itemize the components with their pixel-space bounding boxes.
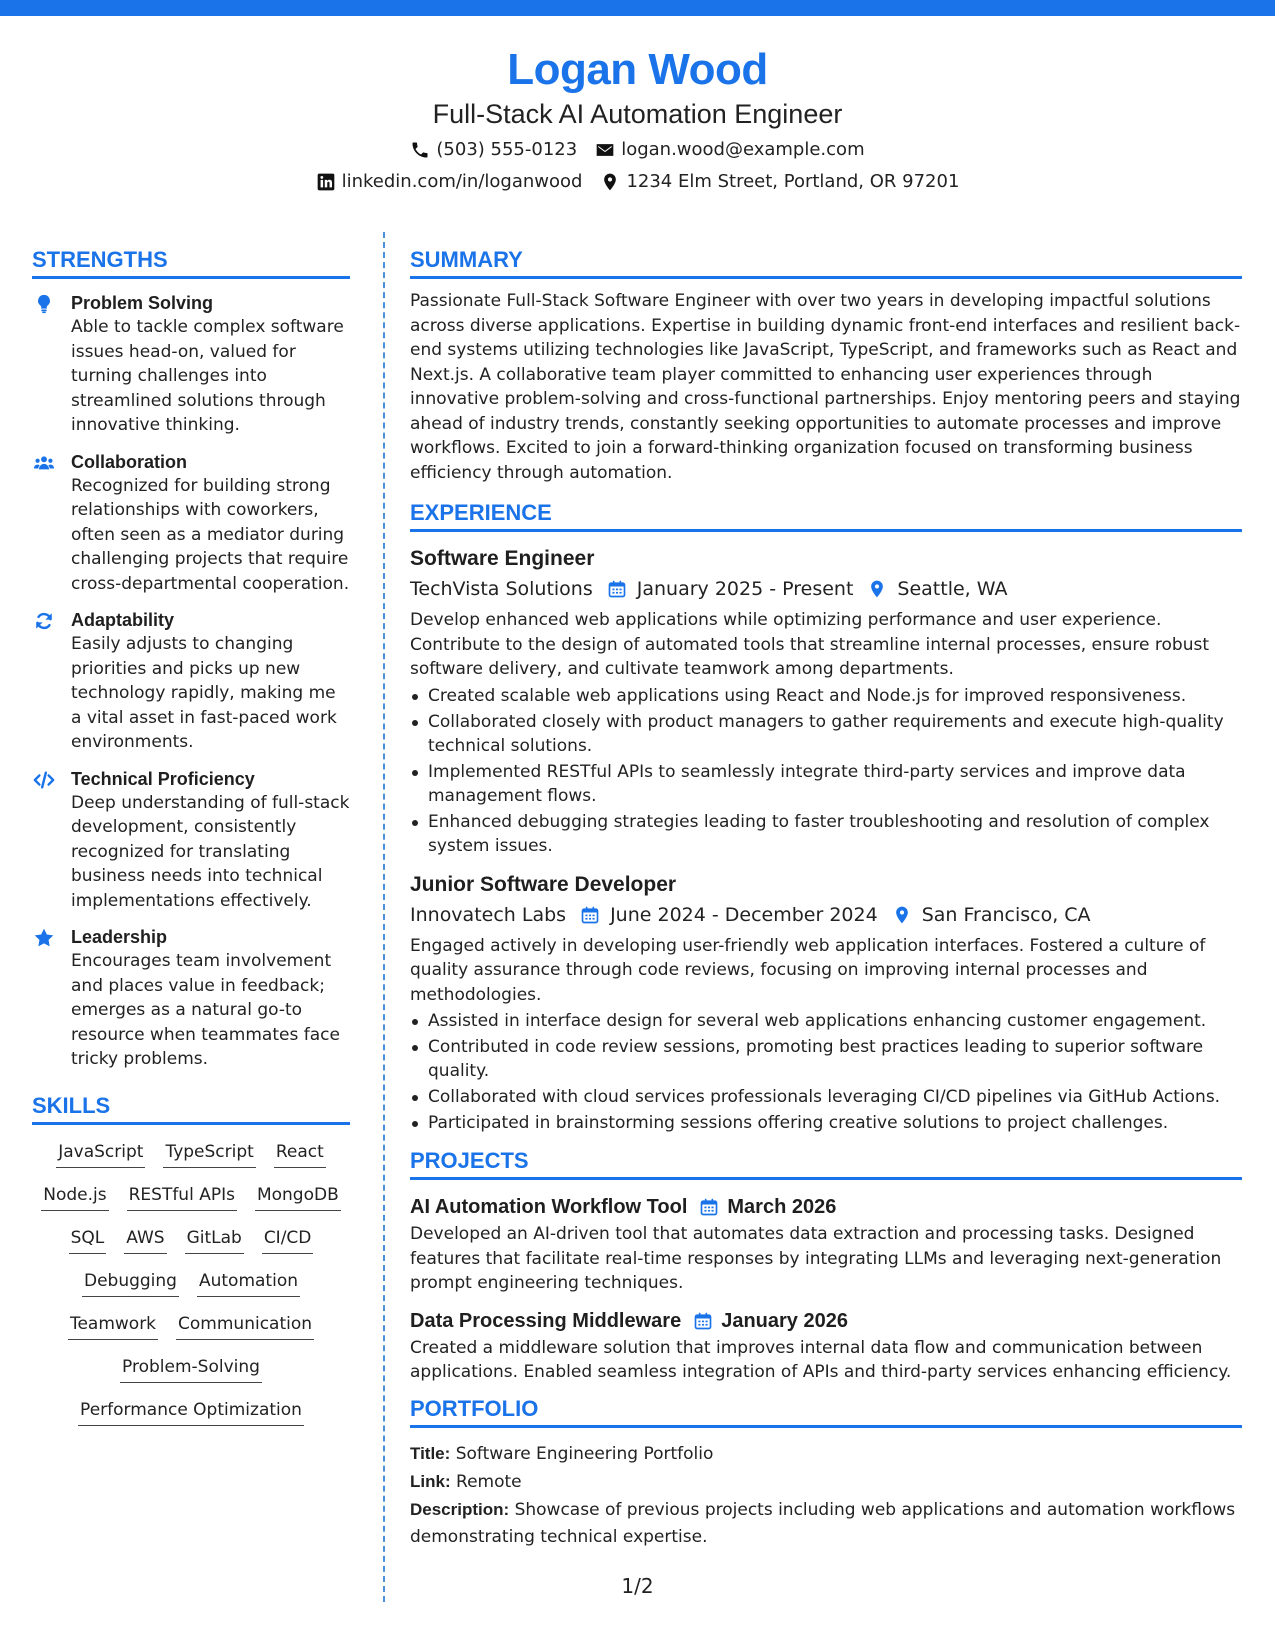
- linkedin-item[interactable]: [316, 168, 583, 196]
- left-column: [32, 246, 350, 1440]
- address-text: 1234 Elm Street, Portland, OR 97201: [626, 171, 960, 192]
- job-dates: January 2025 - Present: [636, 578, 854, 600]
- job-title: Software Engineer: [410, 547, 595, 570]
- calendar-icon: [607, 579, 627, 599]
- strength-item: [32, 608, 350, 755]
- map-pin-icon: [600, 172, 620, 192]
- job-entry: [410, 544, 1242, 858]
- skill-tag: Problem-Solving: [120, 1354, 262, 1383]
- skills-list: [32, 1137, 350, 1426]
- skill-tag: TypeScript: [163, 1139, 255, 1168]
- skills-row: [32, 1354, 350, 1383]
- calendar-icon: [693, 1311, 713, 1331]
- project-entry: [410, 1192, 1242, 1296]
- list-item: Contributed in code review sessions, promoting best practices leading to superior software quality.: [410, 1035, 1242, 1083]
- portfolio-link[interactable]: Remote: [456, 1471, 522, 1492]
- skill-tag: AWS: [124, 1225, 166, 1254]
- portfolio-desc-label: Description:: [410, 1499, 510, 1519]
- page-number: 1/2: [621, 1574, 654, 1598]
- portfolio-title-line: [410, 1440, 1242, 1468]
- job-company: TechVista Solutions: [410, 578, 593, 600]
- project-name: AI Automation Workflow Tool: [410, 1196, 688, 1218]
- linkedin-icon: [316, 172, 336, 192]
- job-description: Engaged actively in developing user-friendly web application interfaces. Fostered a culture of quality assurance through code reviews, focusing on improving internal processes and methodologies.: [410, 935, 1206, 1005]
- job-entry: [410, 870, 1242, 1136]
- strength-item: [32, 291, 350, 438]
- portfolio-link-label: Link:: [410, 1471, 451, 1491]
- phone-item: [410, 136, 577, 164]
- project-description: Developed an AI-driven tool that automates data extraction and processing tasks. Designed features that facilitate real-time responses by integrating LLMs and leveraging next-generation prompt engineering techniques.: [410, 1224, 1222, 1293]
- skills-row: [32, 1268, 350, 1297]
- portfolio-link-line: [410, 1468, 1242, 1496]
- list-item: Enhanced debugging strategies leading to faster troubleshooting and resolution of complex system issues.: [410, 810, 1242, 858]
- skills-heading: SKILLS: [32, 1092, 350, 1125]
- skill-tag: Node.js: [41, 1182, 108, 1211]
- project-header: [410, 1192, 1242, 1222]
- strength-desc: Able to tackle complex software issues head-on, valued for turning challenges into streamlined solutions through innovative thinking.: [71, 317, 344, 435]
- phone-text: (503) 555-0123: [436, 139, 578, 160]
- strength-name: Leadership: [71, 927, 168, 947]
- list-item: Created scalable web applications using React and Node.js for improved responsiveness.: [410, 684, 1242, 708]
- top-accent-bar: [0, 0, 1275, 16]
- phone-icon: [410, 140, 430, 160]
- skill-tag: Teamwork: [68, 1311, 158, 1340]
- project-date: March 2026: [727, 1196, 837, 1218]
- strength-item: [32, 450, 350, 597]
- address-item: [600, 168, 959, 196]
- job-dates: June 2024 - December 2024: [610, 903, 878, 926]
- candidate-name: Logan Wood: [507, 45, 768, 94]
- job-meta: [410, 900, 1242, 930]
- code-icon: [32, 769, 56, 791]
- strength-desc: Deep understanding of full-stack development, consistently recognized for translating business needs into technical implementations effectively.: [71, 792, 350, 911]
- job-description: Develop enhanced web applications while optimizing performance and user experience. Contribute to the design of automated tools that streamline internal processes, ensure robust software delivery, and cultivate teamwork among departments.: [410, 610, 1209, 679]
- candidate-title: Full-Stack AI Automation Engineer: [432, 99, 843, 129]
- job-company: Innovatech Labs: [410, 903, 567, 926]
- skill-tag: GitLab: [185, 1225, 244, 1254]
- sync-icon: [32, 610, 56, 632]
- job-bullets: [410, 684, 1242, 858]
- portfolio-desc-line: [410, 1496, 1242, 1551]
- right-column: [410, 246, 1242, 1551]
- skills-row: [32, 1139, 350, 1168]
- skill-tag: SQL: [69, 1225, 107, 1254]
- skill-tag: MongoDB: [255, 1182, 341, 1211]
- job-bullets: [410, 1009, 1242, 1135]
- strength-name: Problem Solving: [71, 293, 214, 313]
- project-description: Created a middleware solution that improves internal data flow and communication between applications. Enabled seamless integration of APIs and third-party services enhancing efficiency.: [410, 1337, 1232, 1382]
- strength-desc: Encourages team involvement and places value in feedback; emerges as a natural go-to resource when teammates face tricky problems.: [71, 951, 340, 1069]
- strengths-heading: STRENGTHS: [32, 246, 350, 279]
- map-pin-icon: [867, 579, 887, 599]
- portfolio-title: Software Engineering Portfolio: [455, 1443, 714, 1464]
- strength-item: [32, 925, 350, 1072]
- email-item[interactable]: [595, 136, 864, 164]
- strength-name: Technical Proficiency: [71, 768, 255, 789]
- strength-item: [32, 767, 350, 914]
- calendar-icon: [580, 905, 600, 925]
- project-date: January 2026: [721, 1309, 848, 1332]
- star-icon: [32, 927, 56, 949]
- skill-tag: Automation: [197, 1268, 300, 1297]
- strength-name: Adaptability: [71, 610, 175, 630]
- skills-row: [32, 1397, 350, 1426]
- strength-desc: Recognized for building strong relationships with coworkers, often seen as a mediator during challenging projects that require cross-departmental cooperation.: [71, 475, 350, 594]
- lightbulb-icon: [32, 293, 56, 315]
- project-header: [410, 1306, 1242, 1336]
- portfolio-title-label: Title:: [410, 1443, 451, 1463]
- contact-row-2: [0, 168, 1275, 196]
- skills-row: [32, 1225, 350, 1254]
- calendar-icon: [699, 1197, 719, 1217]
- summary-heading: SUMMARY: [410, 246, 1242, 279]
- list-item: Implemented RESTful APIs to seamlessly integrate third-party services and improve data management flows.: [410, 760, 1242, 808]
- contact-row-1: [0, 136, 1275, 164]
- strength-name: Collaboration: [71, 451, 187, 472]
- project-entry: [410, 1306, 1242, 1385]
- projects-heading: PROJECTS: [410, 1147, 1242, 1180]
- envelope-icon: [595, 140, 615, 160]
- list-item: Collaborated with cloud services professionals leveraging CI/CD pipelines via GitHub Actions.: [410, 1085, 1242, 1109]
- skill-tag: React: [274, 1139, 326, 1168]
- skill-tag: Communication: [176, 1311, 314, 1340]
- portfolio-heading: PORTFOLIO: [410, 1395, 1242, 1428]
- job-title: Junior Software Developer: [410, 872, 677, 896]
- list-item: Assisted in interface design for several web applications enhancing customer engagement.: [410, 1009, 1242, 1033]
- summary-text: Passionate Full-Stack Software Engineer with over two years in developing impactful solutions across diverse applications. Expertise in building dynamic front-end interfaces and resilient back-end systems utilizing technologies like JavaScript, TypeScript, and frameworks such as React and Next.js. A collaborative team player committed to enhancing user experiences through innovative problem-solving and cross-functional partnerships. Enjoy mentoring peers and staying ahead of industry trends, constantly seeking opportunities to automate processes and improve workflows. Excited to join a forward-thinking organization focused on transforming business efficiency through automation.: [410, 291, 1241, 483]
- strength-desc: Easily adjusts to changing priorities and picks up new technology rapidly, making me a vital asset in fast-paced work environments.: [71, 634, 337, 752]
- resume-header: [0, 44, 1275, 196]
- portfolio-desc: Showcase of previous projects including web applications and automation workflows demonstrating technical expertise.: [410, 1499, 1236, 1547]
- email-text: logan.wood@example.com: [621, 139, 865, 160]
- job-location: Seattle, WA: [897, 578, 1008, 600]
- map-pin-icon: [892, 905, 912, 925]
- skills-row: [32, 1182, 350, 1211]
- skill-tag: JavaScript: [56, 1139, 145, 1168]
- skill-tag: CI/CD: [262, 1225, 314, 1254]
- list-item: Participated in brainstorming sessions offering creative solutions to project challenges.: [410, 1111, 1242, 1135]
- linkedin-text: linkedin.com/in/loganwood: [341, 171, 583, 192]
- list-item: Collaborated closely with product managers to gather requirements and execute high-quality technical solutions.: [410, 710, 1242, 758]
- skill-tag: Performance Optimization: [78, 1397, 304, 1426]
- skills-row: [32, 1311, 350, 1340]
- job-location: San Francisco, CA: [921, 903, 1091, 926]
- project-name: Data Processing Middleware: [410, 1309, 682, 1332]
- skill-tag: Debugging: [82, 1268, 179, 1297]
- column-divider: [383, 232, 385, 1602]
- skill-tag: RESTful APIs: [127, 1182, 237, 1211]
- experience-heading: EXPERIENCE: [410, 499, 1242, 532]
- users-icon: [32, 452, 56, 474]
- job-meta: [410, 574, 1242, 604]
